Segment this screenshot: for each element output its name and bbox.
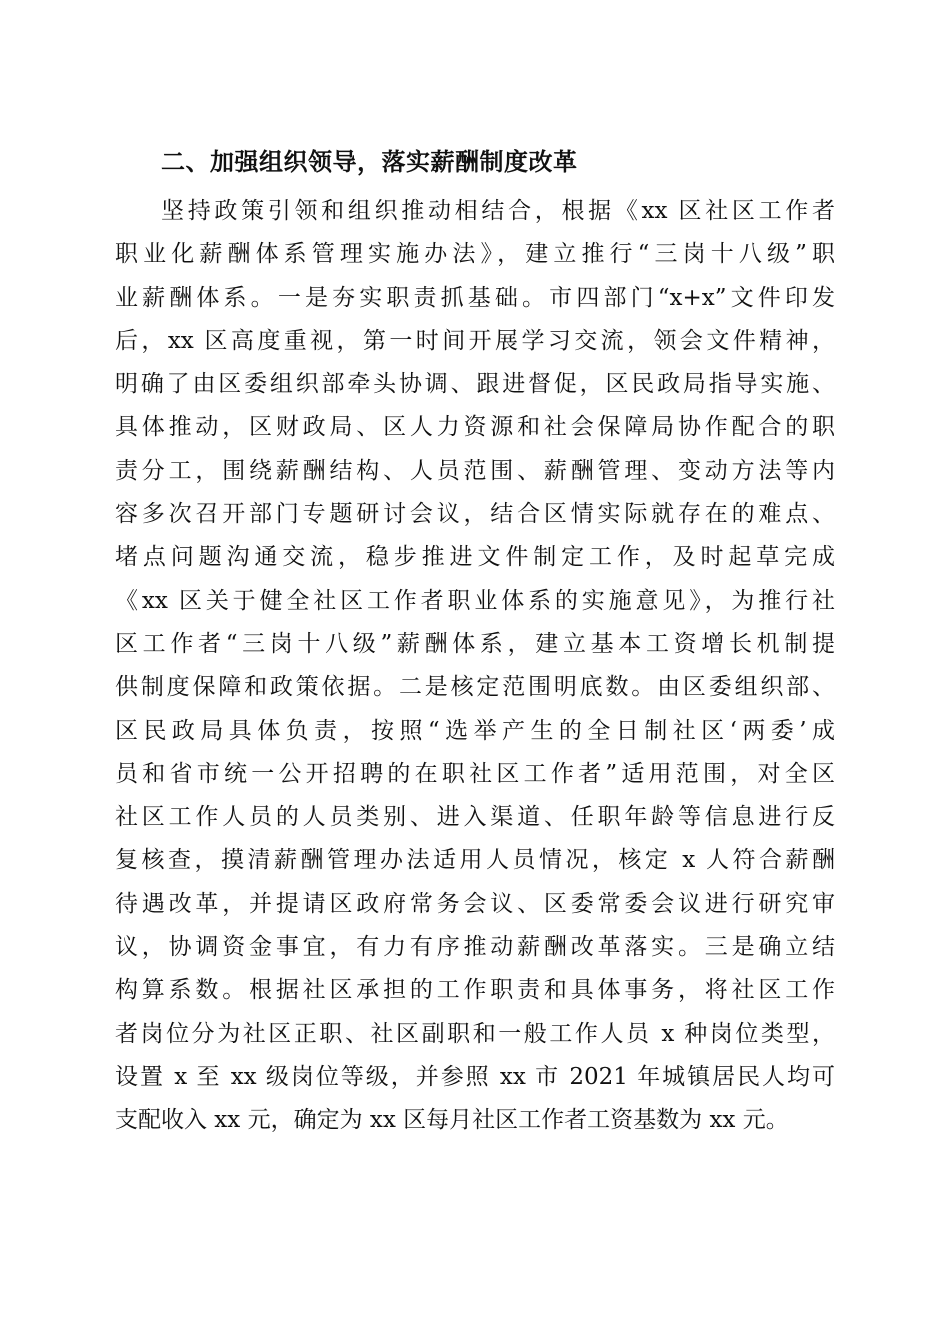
paragraph-line: 复核查，摸清薪酬管理办法适用人员情况，核定 x 人符合薪酬 <box>115 847 835 874</box>
paragraph-line: 容多次召开部门专题研讨会议，结合区情实际就存在的难点、 <box>115 501 835 528</box>
paragraph-line: 具体推动，区财政局、区人力资源和社会保障局协作配合的职 <box>115 414 835 441</box>
paragraph-line: 责分工，围绕薪酬结构、人员范围、薪酬管理、变动方法等内 <box>115 457 835 484</box>
section-heading: 二、加强组织领导，落实薪酬制度改革 <box>161 148 578 176</box>
paragraph-line: 业薪酬体系。一是夯实职责抓基础。市四部门“x+x”文件印发 <box>115 284 835 311</box>
paragraph-line: 议，协调资金事宜，有力有序推动薪酬改革落实。三是确立结 <box>115 934 835 961</box>
paragraph-line: 《xx 区关于健全社区工作者职业体系的实施意见》，为推行社 <box>115 587 835 614</box>
paragraph-line: 构算系数。根据社区承担的工作职责和具体事务，将社区工作 <box>115 977 835 1004</box>
paragraph-line: 职业化薪酬体系管理实施办法》，建立推行“三岗十八级”职 <box>115 241 835 268</box>
paragraph-line: 供制度保障和政策依据。二是核定范围明底数。由区委组织部、 <box>115 674 835 701</box>
paragraph-line: 区工作者“三岗十八级”薪酬体系，建立基本工资增长机制提 <box>115 630 835 657</box>
section-paragraph <box>115 190 855 1143</box>
paragraph-line: 设置 x 至 xx 级岗位等级，并参照 xx 市 2021 年城镇居民人均可 <box>115 1063 835 1090</box>
paragraph-line: 待遇改革，并提请区政府常务会议、区委常委会议进行研究审 <box>115 890 835 917</box>
paragraph-line: 者岗位分为社区正职、社区副职和一般工作人员 x 种岗位类型， <box>115 1020 835 1047</box>
paragraph-line: 后，xx 区高度重视，第一时间开展学习交流，领会文件精神， <box>115 327 835 354</box>
paragraph-line: 社区工作人员的人员类别、进入渠道、任职年龄等信息进行反 <box>115 804 835 831</box>
paragraph-line: 坚持政策引领和组织推动相结合，根据《xx 区社区工作者 <box>161 198 835 224</box>
paragraph-line: 员和省市统一公开招聘的在职社区工作者”适用范围，对全区 <box>115 760 835 787</box>
paragraph-line: 明确了由区委组织部牵头协调、跟进督促，区民政局指导实施、 <box>115 371 835 398</box>
paragraph-line: 堵点问题沟通交流，稳步推进文件制定工作，及时起草完成 <box>115 544 835 571</box>
paragraph-line: 区民政局具体负责，按照“选举产生的全日制社区‘两委’成 <box>115 717 835 744</box>
paragraph-line: 支配收入 xx 元，确定为 xx 区每月社区工作者工资基数为 xx 元。 <box>115 1107 789 1134</box>
